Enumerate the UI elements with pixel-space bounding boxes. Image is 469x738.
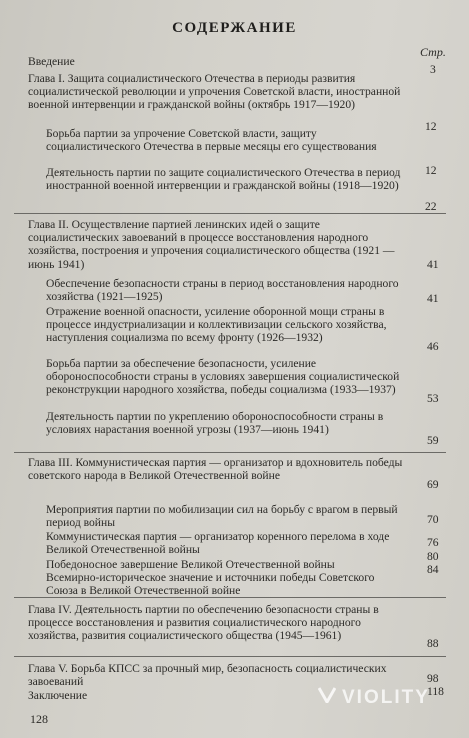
- toc-entry-text: Борьба партии за обеспечение безопасности, усиление обороноспособности страны в условиях завершения социалистической реконструкции народного хозяйства, победы социализма (1933—1937): [46, 357, 400, 397]
- toc-chapter: [28, 603, 413, 643]
- toc-entry-text: Всемирно-историческое значение и источники победы Советского Союза в Великой Отечественной войне: [46, 571, 375, 598]
- toc-chapter: [28, 662, 413, 688]
- toc-entry-page: 59: [427, 434, 439, 447]
- toc-entry-page: 3: [430, 63, 436, 76]
- toc-entry-text: Глава V. Борьба КПСС за прочный мир, безопасность социалистических завоеваний: [28, 662, 387, 689]
- toc-entry-text: Глава IV. Деятельность партии по обеспечению безопасности страны в процессе восстановления и развития социалистического народного хозяйства, развития социалистического общества (1945—1961): [28, 603, 379, 643]
- toc-entry: [46, 127, 406, 153]
- toc-entry-text: Мероприятия партии по мобилизации сил на борьбу с врагом в первый период войны: [46, 503, 398, 530]
- page-column-header: Стр.: [420, 45, 446, 59]
- toc-entry-text: Коммунистическая партия — организатор коренного перелома в ходе Великой Отечественной войны: [46, 530, 390, 557]
- toc-entry-page: 88: [427, 637, 439, 650]
- divider: [14, 656, 446, 657]
- toc-entry-text: Победоносное завершение Великой Отечественной войны: [46, 558, 335, 571]
- divider: [14, 213, 446, 214]
- toc-entry: [46, 357, 406, 397]
- toc-trailing-page: 118: [427, 685, 444, 698]
- toc-entry-page: 76: [427, 536, 439, 549]
- toc-chapter: [28, 218, 413, 271]
- toc-title: СОДЕРЖАНИЕ: [172, 20, 297, 36]
- toc-entry: [46, 305, 406, 345]
- toc-chapter: [28, 72, 418, 112]
- toc-entry-page: 46: [427, 340, 439, 353]
- toc-entry-text: Глава III. Коммунистическая партия — организатор и вдохновитель победы советского народа в Великой Отечественной войне: [28, 456, 403, 483]
- toc-entry-page: 53: [427, 392, 439, 405]
- toc-entry-text: Глава I. Защита социалистического Отечества в периоды развития социалистической революции и упрочения Советской власти, иностранной военной интервенции и гражданской войны (октябрь 1917—1920): [28, 72, 401, 112]
- toc-entry-page: 69: [427, 478, 439, 491]
- toc-entry-page: 80: [427, 550, 439, 563]
- toc-entry-text: Обеспечение безопасности страны в период восстановления народного хозяйства (1921—1925): [46, 277, 399, 304]
- toc-entry-text: Деятельность партии по защите социалистического Отечества в период иностранной военной интервенции и гражданской войны (1918—1920): [46, 166, 401, 193]
- toc-entry-text: Деятельность партии по укреплению обороноспособности страны в условиях нарастания военной угрозы (1937—июнь 1941): [46, 410, 384, 437]
- page-number: 128: [30, 712, 48, 726]
- toc-entry: [46, 277, 406, 303]
- toc-entry: [46, 166, 406, 192]
- divider: [14, 597, 446, 598]
- toc-entry-text: Введение: [28, 55, 75, 68]
- toc-entry-page: 84: [427, 563, 439, 576]
- toc-chapter: [28, 456, 413, 482]
- toc-entry: [46, 530, 406, 556]
- toc-entry: [46, 503, 406, 529]
- toc-entry-page: 12: [425, 164, 437, 177]
- toc-entry: [46, 571, 406, 597]
- toc-entry-text: Борьба партии за упрочение Советской власти, защиту социалистического Отечества в первые месяцы его существования: [46, 127, 377, 154]
- toc-entry: [46, 558, 406, 571]
- toc-entry-page: 22: [425, 200, 437, 213]
- watermark-v-icon: [318, 687, 336, 709]
- toc-entry: [28, 55, 408, 68]
- toc-entry: [46, 410, 406, 436]
- toc-entry-page: 12: [425, 120, 437, 133]
- divider: [14, 452, 446, 453]
- toc-entry-page: 70: [427, 513, 439, 526]
- toc-entry-text: Заключение: [28, 689, 88, 702]
- toc-entry-page: 98: [427, 672, 439, 685]
- toc-entry-text: Глава II. Осуществление партией ленинских идей о защите социалистических завоеваний в процессе восстановления народного хозяйства, построения и упрочения социалистического общества (1921 — июнь 1941): [28, 218, 395, 271]
- toc-entry-page: 41: [427, 258, 439, 271]
- watermark-logo: [318, 687, 430, 709]
- toc-entry-text: Отражение военной опасности, усиление оборонной мощи страны в процессе индустриализации и коллективизации сельского хозяйства, наступления социализма по всему фронту (1926—1932): [46, 305, 387, 345]
- toc-entry-page: 41: [427, 292, 439, 305]
- watermark-text: VIOLITY: [342, 687, 430, 708]
